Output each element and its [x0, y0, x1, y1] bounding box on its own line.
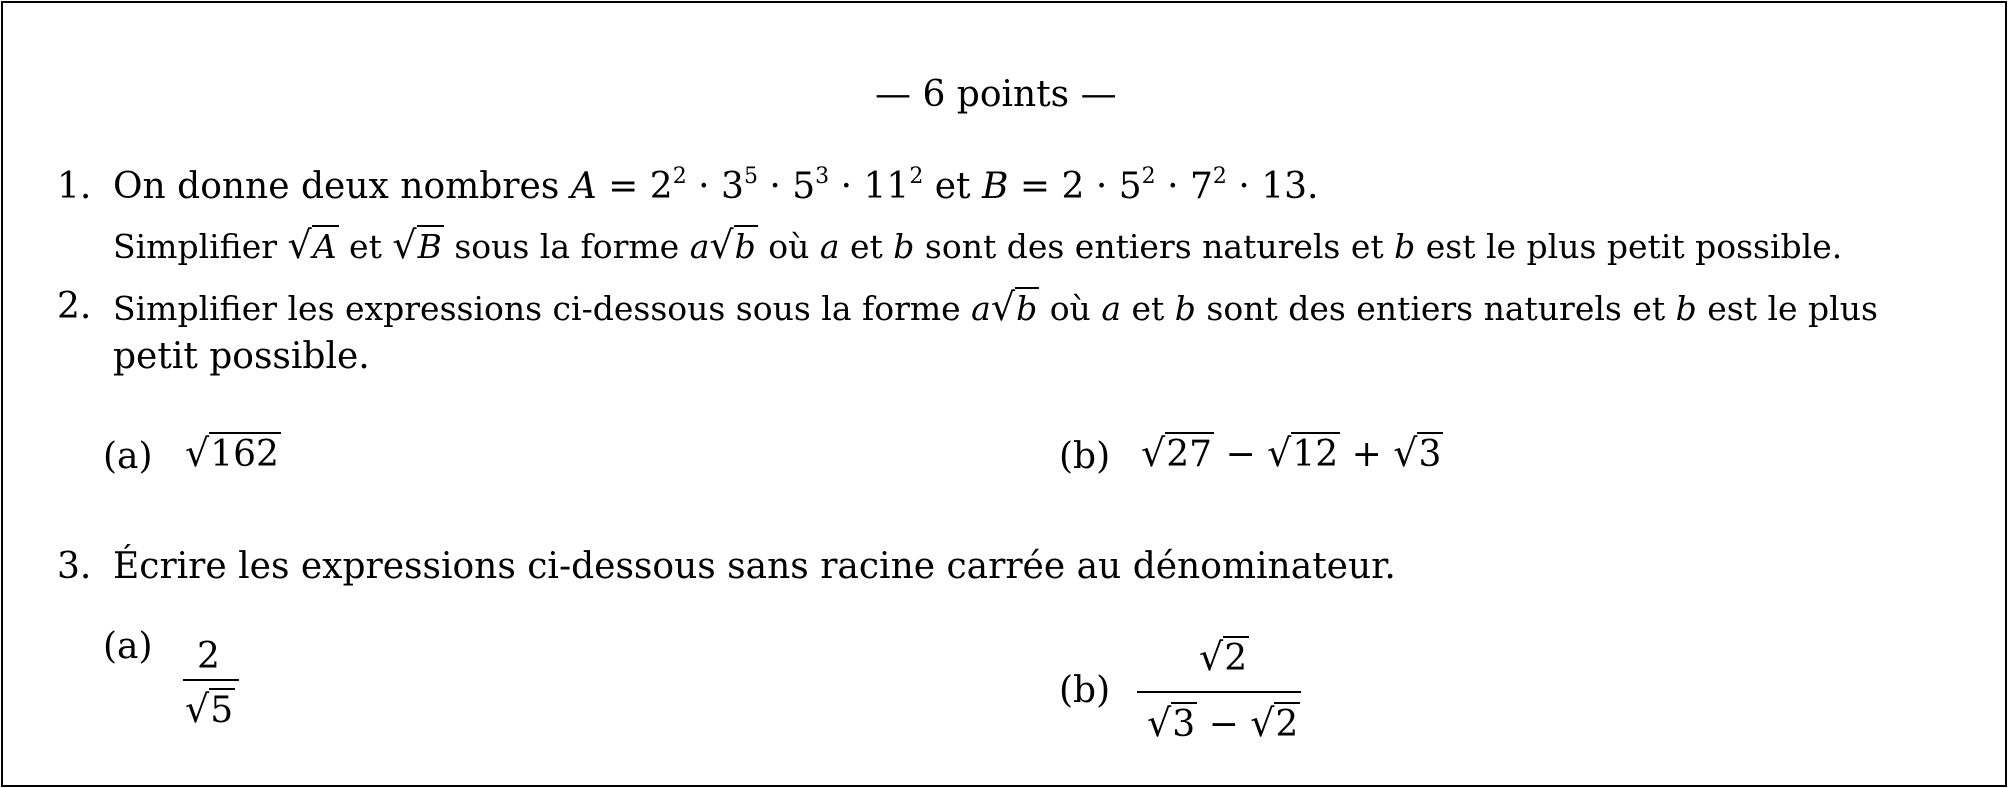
radicand: 27 [1166, 434, 1213, 475]
equals: = [1008, 166, 1062, 207]
q1-text: et [839, 227, 894, 266]
var-b: b [1675, 289, 1697, 328]
q2-item-a-label: (a) [103, 436, 153, 477]
sqrt-b [709, 225, 757, 267]
q2-item-b-label: (b) [1059, 436, 1111, 477]
radicand: A [312, 227, 337, 266]
sqrt-icon: √ [1147, 701, 1172, 745]
sqrt-2 [1250, 703, 1300, 745]
var-B: B [981, 166, 1009, 207]
radicand: 2 [1224, 638, 1248, 679]
A-base: · 11 [829, 166, 910, 207]
sqrt-3 [1393, 433, 1443, 475]
q3-item-b-denominator [1147, 703, 1300, 745]
A-base: · 5 [757, 166, 816, 207]
var-A: A [570, 166, 597, 207]
q3-item-b-numerator [1199, 637, 1249, 679]
q2-text: est le plus [1696, 289, 1878, 328]
sqrt-12 [1267, 433, 1340, 475]
q2-line1 [113, 287, 1878, 329]
radicand: 12 [1292, 434, 1339, 475]
A-exp: 2 [672, 164, 687, 189]
q2-text: sont des entiers naturels et [1195, 289, 1676, 328]
sqrt-162 [185, 433, 281, 475]
radicand: 3 [1172, 704, 1196, 745]
B-base: · 13. [1226, 166, 1319, 207]
q2-number: 2. [57, 286, 92, 327]
q1-line1 [113, 164, 1319, 207]
radicand: 162 [210, 434, 279, 475]
A-exp: 5 [743, 164, 758, 189]
sqrt-icon: √ [1250, 701, 1275, 745]
sqrt-B [392, 225, 443, 267]
sqrt-icon: √ [1267, 431, 1292, 475]
equals: = [596, 166, 650, 207]
exercise-frame [1, 1, 2007, 787]
q1-text: On donne deux nombres [113, 166, 571, 207]
sqrt-3 [1147, 703, 1197, 745]
fraction-bar [1137, 691, 1301, 693]
B-base: 2 · 5 [1061, 166, 1142, 207]
sqrt-icon: √ [990, 285, 1016, 329]
sqrt-5 [185, 689, 235, 731]
q1-text: est le plus petit possible. [1415, 227, 1843, 266]
radicand: 2 [1275, 704, 1299, 745]
var-b: b [1394, 227, 1416, 266]
radicand: b [734, 227, 756, 266]
q2-item-a-expr [185, 433, 281, 475]
sqrt-icon: √ [392, 223, 417, 267]
q2-line2: petit possible. [113, 336, 370, 377]
q1-text: sont des entiers naturels et [914, 227, 1395, 266]
A-base: 2 [649, 166, 673, 207]
var-a: a [1101, 289, 1121, 328]
sqrt-b [991, 287, 1039, 329]
sqrt-icon: √ [185, 687, 210, 731]
q1-text: Simplifier [113, 227, 288, 266]
minus-operator: − [1208, 704, 1239, 745]
points-header: — 6 points — [875, 74, 1117, 115]
plus-operator: + [1351, 434, 1382, 475]
sqrt-icon: √ [185, 431, 210, 475]
q2-text: où [1039, 289, 1102, 328]
radicand: 3 [1418, 434, 1442, 475]
q1-line2 [113, 225, 1842, 267]
q1-number: 1. [57, 166, 92, 207]
q3-item-a-denominator [185, 689, 235, 731]
q2-item-b-expr [1141, 433, 1443, 475]
q3-number: 3. [57, 546, 92, 587]
q1-et: et [923, 166, 982, 207]
var-a: a [971, 289, 991, 328]
sqrt-2 [1199, 637, 1249, 679]
sqrt-A [288, 225, 339, 267]
q1-text: et [338, 227, 393, 266]
var-a: a [819, 227, 840, 266]
A-exp: 3 [815, 164, 830, 189]
var-b: b [893, 227, 915, 266]
q3-item-a-numerator: 2 [197, 636, 220, 677]
q1-text: sous la forme [443, 227, 690, 266]
radicand: B [417, 227, 442, 266]
radicand: b [1016, 289, 1038, 328]
q3-item-b-label: (b) [1059, 670, 1111, 711]
B-exp: 2 [1212, 164, 1227, 189]
sqrt-icon: √ [709, 223, 734, 267]
q1-text: où [757, 227, 820, 266]
B-exp: 2 [1141, 164, 1156, 189]
var-b: b [1174, 289, 1196, 328]
sqrt-icon: √ [1199, 635, 1224, 679]
radicand: 5 [210, 690, 234, 731]
sqrt-icon: √ [1393, 431, 1418, 475]
q2-text: et [1121, 289, 1175, 328]
sqrt-icon: √ [287, 223, 312, 267]
q2-text: Simplifier les expressions ci-dessous sous la forme [113, 289, 972, 328]
q3-line1: Écrire les expressions ci-dessous sans racine carrée au dénominateur. [113, 546, 1396, 587]
fraction-bar [183, 679, 239, 681]
A-base: · 3 [686, 166, 744, 207]
q3-item-a-label: (a) [103, 626, 153, 667]
sqrt-27 [1141, 433, 1214, 475]
B-base: · 7 [1155, 166, 1213, 207]
minus-operator: − [1225, 434, 1256, 475]
var-a: a [689, 227, 710, 266]
sqrt-icon: √ [1141, 431, 1166, 475]
A-exp: 2 [909, 164, 924, 189]
